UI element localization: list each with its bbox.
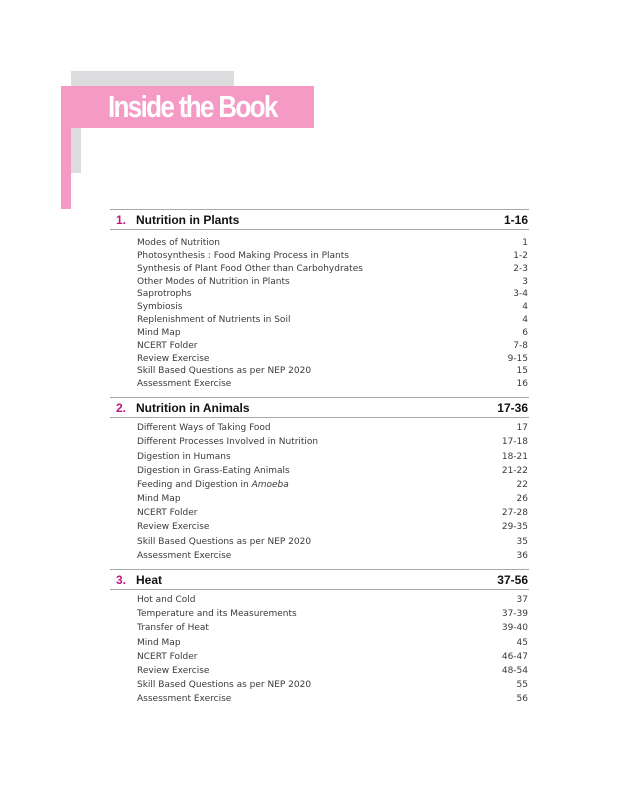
topic-item[interactable]: [137, 692, 528, 706]
topic-label: Digestion in Humans: [137, 451, 231, 462]
topic-item[interactable]: [137, 664, 528, 678]
topic-page: 39-40: [501, 623, 528, 634]
topic-label: Symbiosis: [137, 302, 183, 313]
topic-item[interactable]: [137, 621, 528, 635]
topic-label: Other Modes of Nutrition in Plants: [137, 276, 290, 287]
topic-item[interactable]: [137, 450, 528, 464]
topic-list: [110, 230, 529, 391]
topic-label: Modes of Nutrition: [137, 238, 221, 248]
topic-item[interactable]: [137, 549, 528, 563]
topic-page: 36: [516, 550, 528, 561]
chapter-title: Nutrition in Animals: [136, 400, 250, 415]
topic-label: Feeding and Digestion in: [137, 479, 252, 490]
topic-item[interactable]: [137, 353, 528, 366]
topic-item[interactable]: [137, 464, 528, 478]
topic-label: Transfer of Heat: [137, 623, 209, 634]
topic-label: Replenishment of Nutrients in Soil: [137, 315, 291, 326]
topic-page: 55: [516, 680, 528, 691]
topic-page: 1: [522, 238, 528, 248]
decorative-gray-bar-left: [71, 128, 81, 173]
table-of-contents: [110, 209, 529, 713]
topic-page: 27-28: [501, 508, 528, 519]
topic-label: Skill Based Questions as per NEP 2020: [137, 536, 312, 547]
topic-label: Different Processes Involved in Nutrition: [137, 437, 319, 448]
topic-item[interactable]: [137, 378, 528, 391]
topic-label: Digestion in Grass-Eating Animals: [137, 465, 290, 476]
topic-label: Assessment Exercise: [137, 694, 232, 705]
topic-label: Review Exercise: [137, 353, 210, 364]
topic-item[interactable]: [137, 478, 528, 492]
topic-label: Temperature and its Measurements: [137, 609, 297, 620]
topic-item[interactable]: [137, 435, 528, 449]
topic-item[interactable]: [137, 288, 528, 301]
topic-label-italic: Amoeba: [251, 479, 289, 490]
topic-item[interactable]: [137, 301, 528, 314]
topic-page: 56: [516, 694, 528, 705]
topic-page: 2-3: [513, 263, 528, 274]
topic-page: 4: [522, 315, 528, 326]
chapter-header[interactable]: [110, 397, 529, 418]
chapter-number: 1.: [116, 212, 127, 227]
topic-label: Photosynthesis : Food Making Process in Plants: [137, 250, 349, 261]
topic-page: 45: [516, 637, 528, 648]
topic-label: Review Exercise: [137, 665, 210, 676]
topic-page: 6: [522, 327, 528, 338]
chapter-number: 2.: [116, 400, 127, 415]
topic-label: Mind Map: [137, 637, 181, 648]
topic-item[interactable]: [137, 520, 528, 534]
topic-item[interactable]: [137, 636, 528, 650]
topic-label: Synthesis of Plant Food Other than Carbohydrates: [137, 263, 363, 274]
chapter-header[interactable]: [110, 569, 529, 590]
topic-page: 22: [516, 479, 528, 490]
topic-item[interactable]: [137, 340, 528, 353]
topic-page: 29-35: [501, 522, 528, 533]
chapter-page-range: 37-56: [497, 572, 528, 587]
topic-item[interactable]: [137, 263, 528, 276]
topic-page: 4: [522, 302, 528, 313]
topic-item[interactable]: [137, 276, 528, 289]
topic-item[interactable]: [137, 237, 528, 250]
chapter-header[interactable]: [110, 209, 529, 230]
title-banner: [61, 86, 314, 128]
topic-label: Assessment Exercise: [137, 379, 232, 390]
topic-label: Skill Based Questions as per NEP 2020: [137, 680, 312, 691]
topic-item[interactable]: [137, 250, 528, 263]
chapter-1: [110, 209, 529, 391]
topic-item[interactable]: [137, 535, 528, 549]
topic-item[interactable]: [137, 327, 528, 340]
topic-item[interactable]: [137, 492, 528, 506]
topic-item[interactable]: [137, 650, 528, 664]
topic-page: 9-15: [507, 353, 528, 364]
topic-label: Assessment Exercise: [137, 550, 232, 561]
topic-page: 37-39: [501, 609, 528, 620]
topic-page: 46-47: [501, 651, 528, 662]
topic-page: 17-18: [501, 437, 528, 448]
topic-list: [110, 590, 529, 707]
topic-item[interactable]: [137, 314, 528, 327]
topic-label: Skill Based Questions as per NEP 2020: [137, 366, 312, 377]
topic-label: Mind Map: [137, 327, 181, 338]
topic-page: 1-2: [513, 250, 528, 261]
topic-page: 37: [516, 595, 528, 605]
chapter-page-range: 17-36: [497, 400, 528, 415]
page-title: Inside the Book: [108, 89, 277, 124]
topic-page: 3: [522, 276, 528, 287]
topic-label-group: [137, 478, 289, 492]
topic-item[interactable]: [137, 678, 528, 692]
topic-item[interactable]: [137, 607, 528, 621]
topic-label: Review Exercise: [137, 522, 210, 533]
topic-page: 16: [516, 379, 528, 390]
chapter-title: Heat: [136, 572, 163, 587]
topic-item[interactable]: [137, 593, 528, 607]
chapter-2: [110, 397, 529, 563]
topic-label: NCERT Folder: [137, 340, 198, 351]
topic-page: 48-54: [501, 665, 528, 676]
topic-label: Mind Map: [137, 494, 181, 505]
chapter-title: Nutrition in Plants: [136, 212, 240, 227]
topic-label: Different Ways of Taking Food: [137, 423, 271, 434]
topic-page: 7-8: [513, 340, 528, 351]
topic-item[interactable]: [137, 365, 528, 378]
topic-list: [110, 418, 529, 563]
topic-label: NCERT Folder: [137, 651, 198, 662]
chapter-number: 3.: [116, 572, 127, 587]
topic-item[interactable]: [137, 506, 528, 520]
chapter-page-range: 1-16: [503, 212, 528, 227]
chapter-3: [110, 569, 529, 707]
topic-page: 26: [516, 494, 528, 505]
topic-label: Hot and Cold: [137, 595, 196, 605]
topic-item[interactable]: [137, 421, 528, 435]
topic-page: 18-21: [501, 451, 528, 462]
topic-page: 35: [516, 536, 528, 547]
topic-page: 17: [516, 423, 528, 434]
topic-label: Saprotrophs: [137, 289, 192, 300]
topic-page: 21-22: [501, 465, 528, 476]
topic-page: 15: [516, 366, 528, 377]
topic-page: 3-4: [513, 289, 528, 300]
topic-label: NCERT Folder: [137, 508, 198, 519]
